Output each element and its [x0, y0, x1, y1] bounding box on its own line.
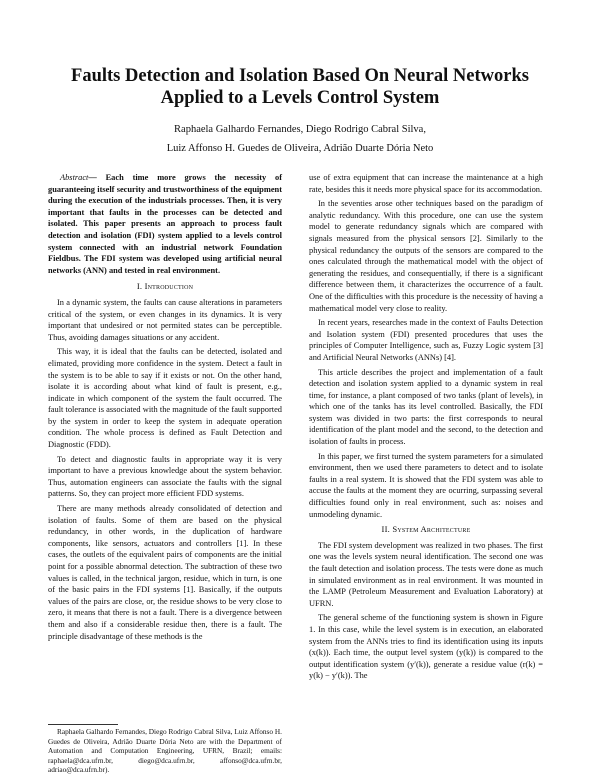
- paragraph: The general scheme of the functioning system is shown in Figure 1. In this case, while the level system is in execution, an elaborated system from the ANNs tries to find its identification using its inputs (x(k)). Each time, the output level system (y(k)) is compared to the output identification system (y′(k)), generate a residue value (r(k) = y(k) − y′(k)). The: [309, 613, 543, 681]
- paragraph: There are many methods already consolidated of detection and isolation of faults. Some of them are based on the physical redundancy, in other words, in the duplication of hardware components, like sensors, actuators and controllers [1]. In these cases, the outlets of the equivalent pairs of components are the initial point for a possible abnormal detection. The subtraction of these two values is called, in the technical jargon, residue, which in turn, is one of the basic pairs in the FDI systems [1]. Basically, if the outputs values of the pairs are close, or, the residue shows to be very close to zero, it means that there is not a fault. There is a divergence between them and also if a considerable residue then, there is a fault. The principle disadvantage of these methods is the: [48, 504, 282, 641]
- section-heading-system-architecture: II. System Architecture: [381, 524, 471, 535]
- paragraph: This article describes the project and implementation of a fault detection and isolation system applied to a dynamic system in real time, for instance, a plant composed of two tanks (plant of levels), in which one of the tanks has its level controlled. Basically, the FDI system was divided in two parts: the first corresponds to neural identification of the plant model and the second, to the detection and isolation of faults in process.: [309, 367, 543, 447]
- left-column: [48, 172, 282, 645]
- author-footnote: Raphaela Galhardo Fernandes, Diego Rodrigo Cabral Silva, Luiz Affonso H. Guedes de Oliveira, Adrião Duarte Dória Neto are with the Department of Automation and Computation Engineering, UFRN, Brazil; emails: raphaela@dca.ufrn.br, diego@dca.ufrn.br, affonso@dca.ufrn.br, adriao@dca.ufrn.br).: [48, 727, 282, 775]
- paragraph: In recent years, researches made in the context of Faults Detection and Isolation system (FDI) presented procedures that uses the principles of Computer Intelligence, such as, Fuzzy Logic system [3] and Artificial Neural Networks (ANNs) [4].: [309, 318, 543, 362]
- right-column: [309, 172, 543, 685]
- author-line-2: Luiz Affonso H. Guedes de Oliveira, Adrião Duarte Dória Neto: [166, 143, 434, 154]
- paragraph: The FDI system development was realized in two phases. The first one was the levels system neural identification. The second one was the fault detection and isolation process. The tests were done as much in simulated environment as in real environment. It was mounted in the LAMP (Petroleum Measurement and Evaluation Laboratory) at UFRN.: [309, 540, 543, 608]
- paragraph: In a dynamic system, the faults can cause alterations in parameters critical of the system, or even changes in its dynamics. It is very important that undesired or not permited states can be perceptible. Thus, avoiding damages situations or any accident.: [48, 297, 282, 342]
- abstract: [48, 172, 282, 276]
- footnote-rule: [48, 724, 118, 725]
- paper-title: Faults Detection and Isolation Based On Neural Networks Applied to a Levels Control System: [71, 66, 529, 108]
- paragraph: This way, it is ideal that the faults can be detected, isolated and elimated, providing more confidence in the system. Detect a fault in the system is to be able to say if it exists or not. On the other hand, isolate it is according about what kind of fault is present, e.g., indicate in which component of the system the fault occurred. The fault tolerance is associated with the magnitude of the fault supported by the system in order to keep the system in adequate operation condition. The whole process is defined as Fault Detection and Diagnostic (FDD).: [48, 347, 282, 450]
- section-heading-introduction: I. Introduction: [136, 281, 194, 292]
- paragraph: In this paper, we first turned the system parameters for a simulated environment, then we used there parameters to detect and to isolate faults in a real system. It is showed that the FDI system was able to accuse the faults at the moment they are ocurring, surpassing several difficulties found only in real environment, such as: noises and unmodeling dynamic.: [309, 451, 543, 519]
- abstract-label: Abstract: [60, 173, 89, 182]
- paragraph: In the seventies arose other techniques based on the paradigm of analytic redundancy. With this procedure, one can use the system model to generate redundancy signals which are compared with signals measured from the physical sensors [2]. Similarly to the physical redundancy the outputs of the sensors are compared to the ones calculated through the mathematical model with the object of generating the residues, and consequentially, if there is a significant difference between them, it characterizes the occurrence of a fault. One of the difficulties with this procedure is the necessity of having a mathematical model very close to reality.: [309, 199, 543, 313]
- abstract-text: — Each time more grows the necessity of guaranteeing itself security and trustworthiness of the equipment during the execution of the industrials processes. Then, it is very important that faults in the processes can be detected and isolated. This paper presents an approach to process fault detection and isolation (FDI) system applied to a levels control system connected with an industrial network Foundation Fieldbus. The FDI system was developed using artificial neural networks (ANN) and tested in real environment.: [48, 173, 282, 275]
- author-line-1: Raphaela Galhardo Fernandes, Diego Rodrigo Cabral Silva,: [174, 124, 426, 135]
- author-list: [40, 120, 560, 158]
- paragraph: To detect and diagnostic faults in appropriate way it is very important to have a previous knowledge about the system behavior. Thus, automation engineers can associate the faults with the signal patterns. So, they can project more efficient FDD systems.: [48, 454, 282, 499]
- paragraph: use of extra equipment that can increase the maintenance at a high rate, besides this it needs more physical space for its accommodation.: [309, 173, 543, 194]
